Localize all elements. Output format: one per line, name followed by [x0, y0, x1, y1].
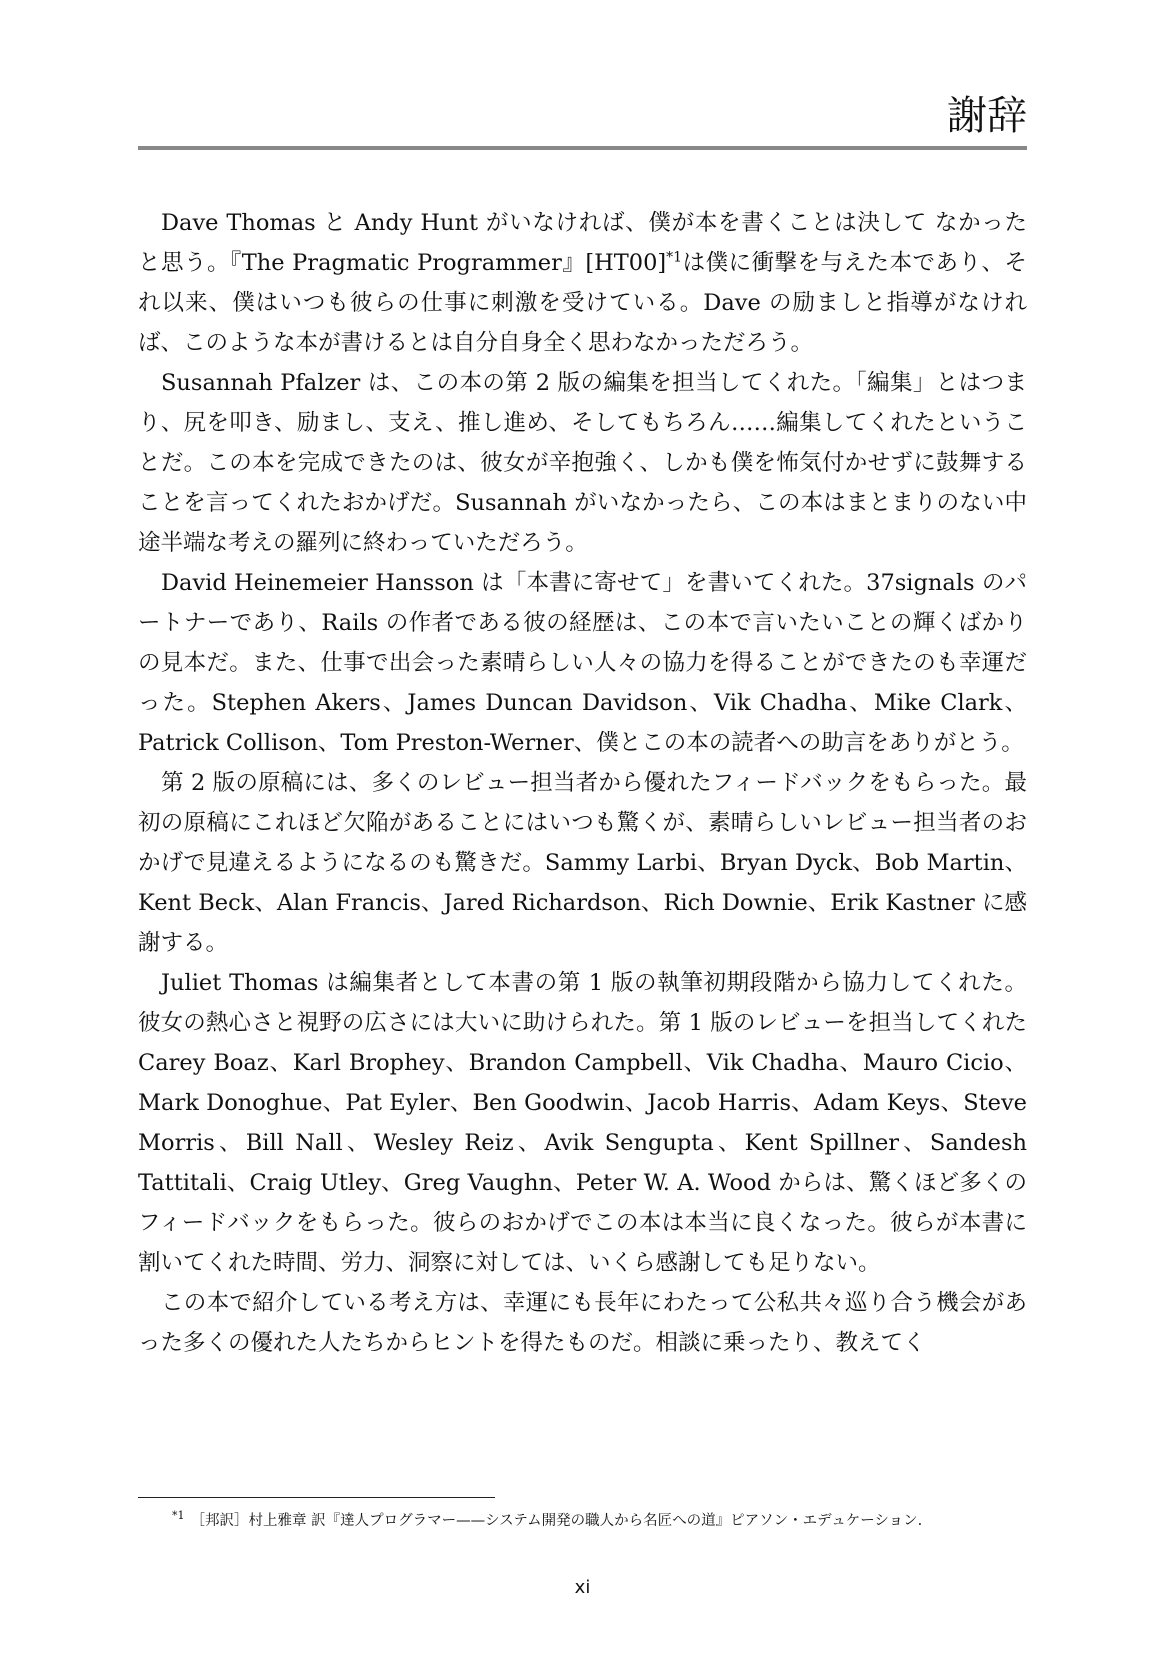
title-rule [138, 146, 1027, 150]
paragraph: David Heinemeier Hansson は「本書に寄せて」を書いてくれた。37signals のパートナーであり、Rails の作者である彼の経歴は、この本で言いたいことの輝くばかりの見本だ。また、仕事で出会った素晴らしい人々の協力を得ることができたのも幸運だった。Stephen Akers、James Duncan Davidson、Vik Chadha、Mike Clark、Patrick Collison、Tom Preston-Werner、僕とこの本の読者への助言をありがとう。 [138, 570, 1027, 756]
footnote-reference[interactable]: *1 [666, 249, 683, 266]
page-title: 謝辞 [947, 93, 1027, 139]
footnote-rule [138, 1497, 495, 1498]
footnote-mark: *1 [172, 1509, 185, 1522]
page-number: xi [574, 1577, 591, 1598]
paragraph: Juliet Thomas は編集者として本書の第 1 版の執筆初期段階から協力してくれた。彼女の熱心さと視野の広さには大いに助けられた。第 1 版のレビューを担当してくれた Carey Boaz、Karl Brophey、Brandon Campbell、Vik Chadha、Mauro Cicio、Mark Donoghue、Pat Eyler、Ben Goodwin、Jacob Harris、Adam Keys、Steve Morris、Bill Nall、Wesley Reiz、Avik Sengupta、Kent Spillner、Sandesh Tattitali、Craig Utley、Greg Vaughn、Peter W. A. Wood からは、驚くほど多くのフィードバックをもらった。彼らのおかげでこの本は本当に良くなった。彼らが本書に割いてくれた時間、労力、洞察に対しては、いくら感謝しても足りない。 [138, 970, 1027, 1276]
paragraph: この本で紹介している考え方は、幸運にも長年にわたって公私共々巡り合う機会があった多くの優れた人たちからヒントを得たものだ。相談に乗ったり、教えてく [138, 1290, 1027, 1356]
paragraph-text: Dave Thomas と Andy Hunt がいなければ、僕が本を書くことは決して なかったと思う。『The Pragmatic Programmer』[HT00] [138, 210, 1027, 276]
footnote-text: ［邦訳］村上雅章 訳『達人プログラマー——システム開発の職人から名匠への道』ピアソン・エデュケーション. [190, 1512, 923, 1529]
paragraph [138, 203, 1027, 363]
paragraph: 第 2 版の原稿には、多くのレビュー担当者から優れたフィードバックをもらった。最初の原稿にこれほど欠陥があることにはいつも驚くが、素晴らしいレビュー担当者のおかげで見違えるようになるのも驚きだ。Sammy Larbi、Bryan Dyck、Bob Martin、Kent Beck、Alan Francis、Jared Richardson、Rich Downie、Erik Kastner に感謝する。 [138, 770, 1027, 956]
footnote [172, 1505, 1032, 1532]
paragraph: Susannah Pfalzer は、この本の第 2 版の編集を担当してくれた。「編集」とはつまり、尻を叩き、励まし、支え、推し進め、そしてもちろん……編集してくれたということだ。この本を完成できたのは、彼女が辛抱強く、しかも僕を怖気付かせずに鼓舞することを言ってくれたおかげだ。Susannah がいなかったら、この本はまとまりのない中途半端な考えの羅列に終わっていただろう。 [138, 370, 1027, 556]
paragraph-text: は僕に衝撃を与えた本であり、それ以来、僕はいつも彼らの仕事に刺激を受けている。Dave の励ましと指導がなければ、このような本が書けるとは自分自身全く思わなかっただろう。 [138, 250, 1027, 356]
body-text [138, 203, 1027, 1363]
